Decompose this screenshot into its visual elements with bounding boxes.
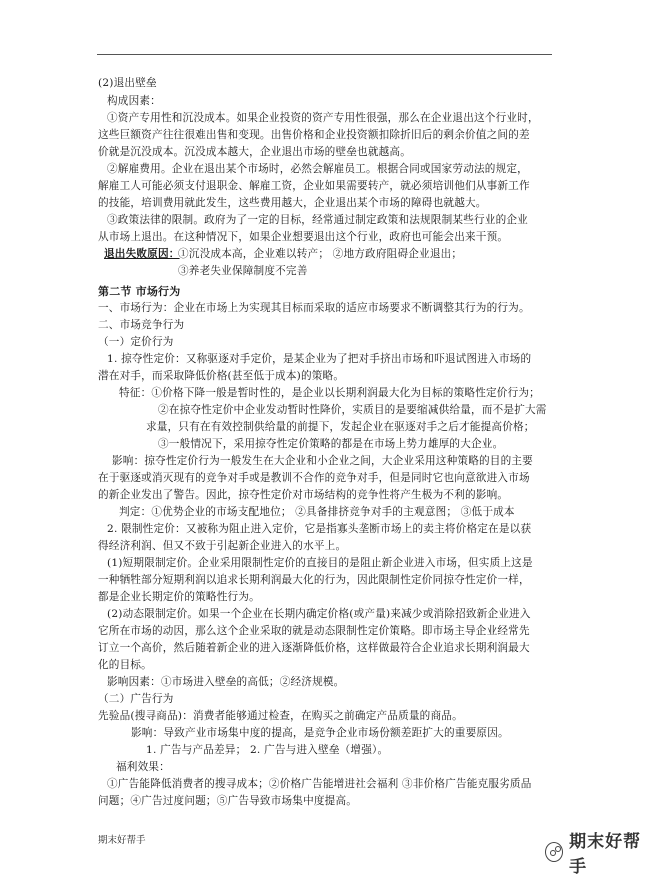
- text-line: 求量，只有在有效控制供给量的前提下，发起企业在驱逐对手之后才能提高价格；: [146, 421, 535, 433]
- text-line: 影响：导致产业市场集中度的提高，是竞争企业市场份额差距扩大的重要原因。: [131, 727, 509, 739]
- text-line: ③政策法律的限制。政府为了一定的目标，经常通过制定政策和法规限制某些行业的企业: [107, 214, 528, 226]
- text-line: 先验品(搜寻商品)：消费者能够通过检查，在购买之前确定产品质量的商品。: [98, 710, 463, 722]
- text-line: ③养老失业保障制度不完善: [178, 265, 308, 277]
- text-line: 一种牺牲部分短期利润以追求长期利润最大化的行为，因此限制性定价同掠夺性定价一样，: [98, 574, 530, 586]
- header-rule: [97, 54, 552, 55]
- text-line: 判定：①优势企业的市场支配地位； ②具备排挤竞争对手的主观意图； ③低于成本: [119, 506, 515, 518]
- text-line: 潜在对手，而采取降低价格(甚至低于成本)的策略。: [98, 370, 345, 382]
- text-line: 一、市场行为：企业在市场上为实现其目标而采取的适应市场要求不断调整其行为的行为。: [98, 302, 530, 314]
- text-line: 价就是沉没成本。沉没成本越大，企业退出市场的壁垒也就越高。: [98, 146, 412, 158]
- exit-failure-heading: 退出失败原因：: [104, 248, 180, 260]
- text-line: (2)动态限制定价。如果一个企业在长期内确定价格(或产量)来减少或消除招致新企业进入: [107, 608, 531, 620]
- text-line: ②解雇费用。企业在退出某个市场时，必然会解雇员工。根据合同或国家劳动法的规定，: [107, 163, 528, 175]
- text-line: 1. 广告与产品差异； 2. 广告与进入壁垒（增强）。: [146, 744, 389, 756]
- text-line: 解雇工人可能必须支付退职金、解雇工资，企业如果需要转产，就必须培训他们从事新工作: [98, 180, 530, 192]
- text-line: 得经济利润、但又不致于引起新企业进入的水平上。: [98, 540, 347, 552]
- text-line: ①沉没成本高，企业难以转产； ②地方政府阻碍企业退出；: [178, 248, 463, 260]
- text-line: 在于驱逐或消灭现有的竞争对手或是教训不合作的竞争对手，但是同时它也向意欲进入市场: [98, 472, 530, 484]
- text-line: ①资产专用性和沉没成本。如果企业投资的资产专用性很强，那么在企业退出这个行业时，: [107, 112, 539, 124]
- text-line: （一）定价行为: [98, 336, 174, 348]
- text-line: （二）广告行为: [98, 693, 174, 705]
- text-line: 福利效果：: [116, 761, 170, 773]
- text-line: 的新企业发出了警告。因此，掠夺性定价对市场结构的竞争性将产生极为不利的影响。: [98, 489, 509, 501]
- text-line: 这些巨额资产往往很难出售和变现。出售价格和企业投资额扣除折旧后的剩余价值之间的差: [98, 129, 530, 141]
- text-line: 化的目标。: [98, 659, 152, 671]
- page-footer: 期末好帮手: [98, 835, 146, 846]
- text-line: 特征：①价格下降一般是暂时性的，是企业以长期利润最大化为目标的策略性定价行为；: [119, 387, 540, 399]
- watermark: [545, 827, 650, 877]
- text-line: (1)短期限制定价。企业采用限制性定价的直接目的是阻止新企业进入市场，但实质上这是: [107, 557, 533, 569]
- text-line: 从市场上退出。在这种情况下，如果企业想要退出这个行业，政府也可能会出来干预。: [98, 231, 509, 243]
- text-line: 2. 限制性定价：又被称为阻止进入定价，它是指寡头垄断市场上的卖主将价格定在是以获: [107, 523, 532, 535]
- text-line: 二、市场竞争行为: [98, 319, 185, 331]
- watermark-text: 期末好帮手: [569, 832, 642, 877]
- text-line: 订立一个高价，然后随着新企业的进入逐渐降低价格，这样做最符合企业追求长期利润最大: [98, 642, 530, 654]
- text-line: 构成因素：: [107, 95, 161, 107]
- text-line: (2)退出壁垒: [98, 77, 157, 89]
- text-line: 影响因素：①市场进入壁垒的高低；②经济规模。: [107, 676, 345, 688]
- wechat-icon: [545, 842, 563, 862]
- section-heading: 第二节 市场行为: [98, 285, 181, 298]
- text-line: 它所在市场的动因，那么这个企业采取的就是动态限制性定价策略。即市场主导企业经常先: [98, 625, 530, 637]
- text-line: 影响：掠夺性定价行为一般发生在大企业和小企业之间，大企业采用这种策略的目的主要: [112, 455, 533, 467]
- text-line: 问题；④广告过度问题；⑤广告导致市场集中度提高。: [98, 795, 358, 807]
- text-line: 都是企业长期定价的策略性行为。: [98, 591, 260, 603]
- text-line: ②在掠夺性定价中企业发动暂时性降价，实质目的是要缩减供给量，而不是扩大需: [158, 404, 547, 416]
- text-line: 的技能，培训费用就此发生，这些费用越大，企业退出某个市场的障碍也就越大。: [98, 197, 487, 209]
- text-line: 1. 掠夺性定价：又称驱逐对手定价，是某企业为了把对手挤出市场和吓退试图进入市场的: [107, 353, 532, 365]
- text-line: ①广告能降低消费者的搜寻成本；②价格广告能增进社会福利 ③非价格广告能克服劣质品: [107, 778, 532, 790]
- text-line: ③一般情况下，采用掠夺性定价策略的都是在市场上势力雄厚的大企业。: [158, 438, 504, 450]
